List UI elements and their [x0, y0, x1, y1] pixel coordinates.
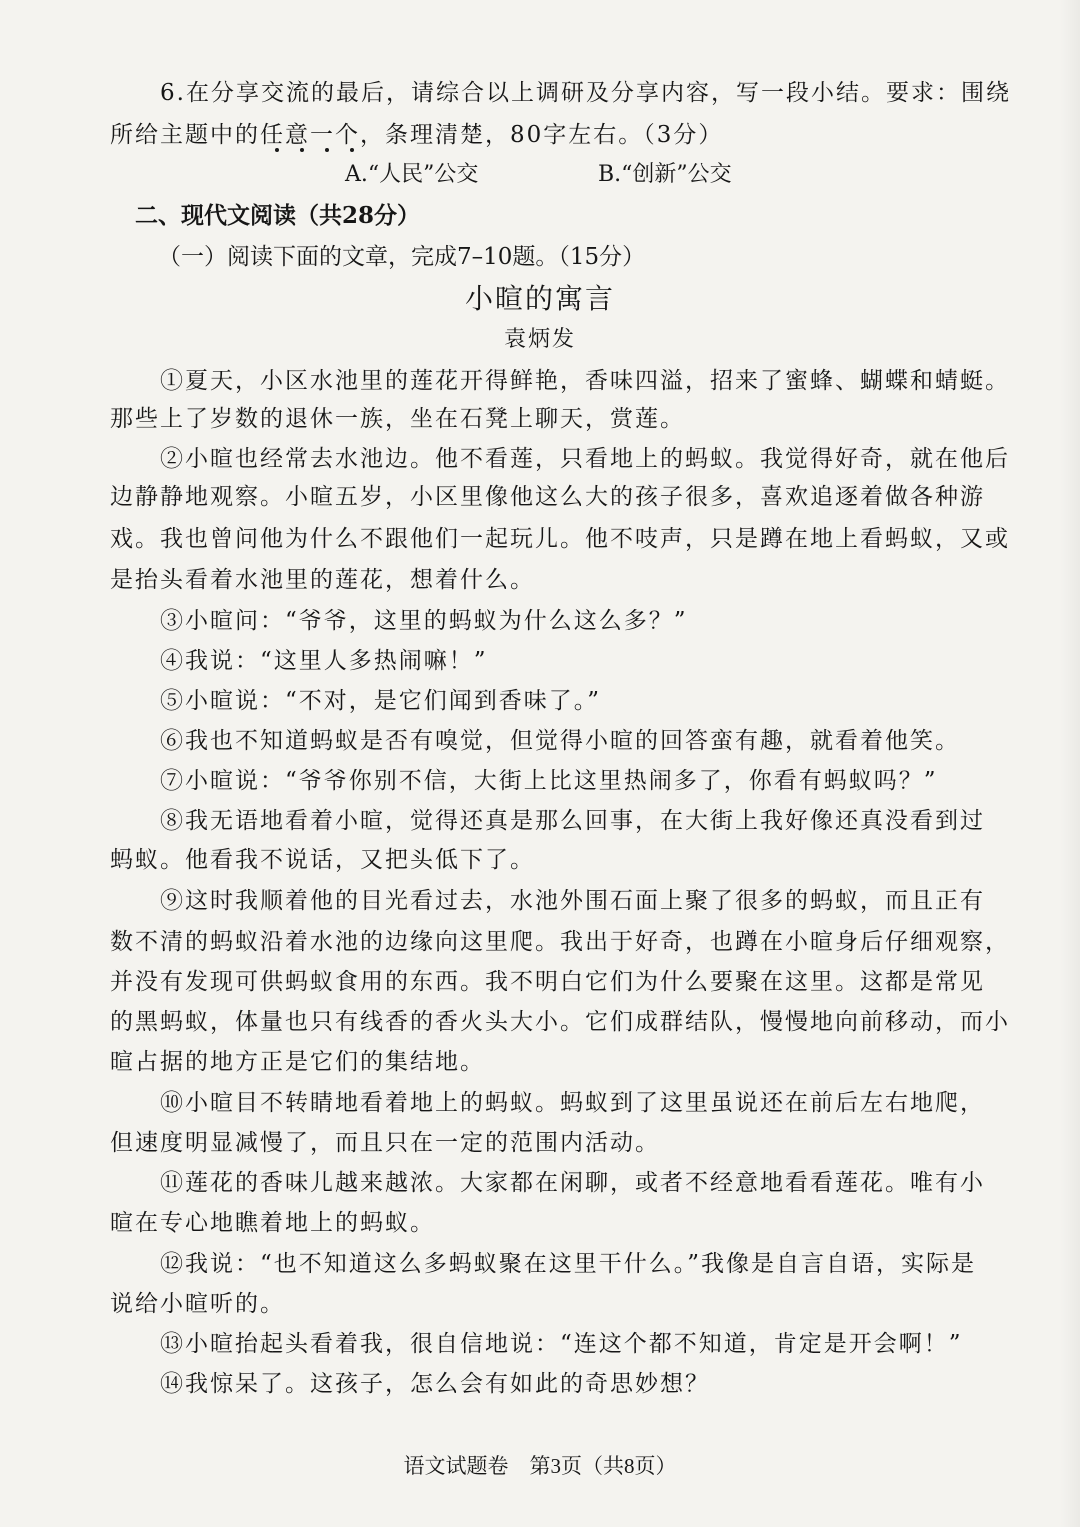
- question-6-line-1: 6.在分享交流的最后，请综合以上调研及分享内容，写一段小结。要求：围绕: [160, 80, 1011, 106]
- article-line: ⑩小暄目不转睛地看着地上的蚂蚁。蚂蚁到了这里虽说还在前后左右地爬，: [160, 1090, 985, 1116]
- article-line: 并没有发现可供蚂蚁食用的东西。我不明白它们为什么要聚在这里。这都是常见: [110, 969, 985, 995]
- article-line: 说给小暄听的。: [110, 1291, 285, 1317]
- article-line: ⑧我无语地看着小暄，觉得还真是那么回事，在大街上我好像还真没看到过: [160, 808, 985, 834]
- article-line: ⑪莲花的香味儿越来越浓。大家都在闲聊，或者不经意地看看莲花。唯有小: [160, 1170, 985, 1196]
- article-line: ④我说：“这里人多热闹嘛！”: [160, 648, 488, 674]
- article-line: 蚂蚁。他看我不说话，又把头低下了。: [110, 847, 535, 873]
- article-line: ⑤小暄说：“不对，是它们闻到香味了。”: [160, 688, 602, 714]
- article-author: 袁炳发: [503, 327, 576, 352]
- emphasis-dot: [275, 148, 279, 152]
- emphasis-dot: [350, 148, 354, 152]
- article-line: 的黑蚂蚁，体量也只有线香的香火头大小。它们成群结队，慢慢地向前移动，而小: [110, 1009, 1010, 1035]
- emphasis-dot: [325, 148, 329, 152]
- option-b: B.“创新”公交: [598, 162, 732, 187]
- emphasis-dots: [275, 148, 425, 156]
- article-line: 戏。我也曾问他为什么不跟他们一起玩儿。他不吱声，只是蹲在地上看蚂蚁，又或: [110, 526, 1010, 552]
- article-line: ⑦小暄说：“爷爷你别不信，大街上比这里热闹多了，你看有蚂蚁吗？”: [160, 768, 938, 794]
- section-subheading: （一）阅读下面的文章，完成7–10题。（15分）: [158, 244, 646, 270]
- article-line: 但速度明显减慢了，而且只在一定的范围内活动。: [110, 1130, 660, 1156]
- article-line: ⑭我惊呆了。这孩子，怎么会有如此的奇思妙想？: [160, 1371, 710, 1397]
- article-line: 暄在专心地瞧着地上的蚂蚁。: [110, 1210, 435, 1236]
- section-heading: 二、现代文阅读（共28分）: [135, 202, 421, 229]
- article-line: ②小暄也经常去水池边。他不看莲，只看地上的蚂蚁。我觉得好奇，就在他后: [160, 446, 1010, 472]
- article-line: 是抬头看着水池里的莲花，想着什么。: [110, 567, 535, 593]
- scan-shadow-edge: [1060, 0, 1080, 1527]
- article-line: ⑫我说：“也不知道这么多蚂蚁聚在这里干什么。”我像是自言自语，实际是: [160, 1251, 977, 1277]
- article-line: 那些上了岁数的退休一族，坐在石凳上聊天，赏莲。: [110, 406, 685, 432]
- article-line: ⑥我也不知道蚂蚁是否有嗅觉，但觉得小暄的回答蛮有趣，就看着他笑。: [160, 728, 960, 754]
- question-6-line-2: 所给主题中的任意一个，条理清楚，80字左右。（3分）: [110, 122, 724, 148]
- article-line: ⑬小暄抬起头看着我，很自信地说：“连这个都不知道，肯定是开会啊！”: [160, 1331, 963, 1357]
- article-line: 暄占据的地方正是它们的集结地。: [110, 1049, 485, 1075]
- page-footer: 语文试题卷 第3页（共8页）: [403, 1454, 677, 1478]
- article-line: ③小暄问：“爷爷，这里的蚂蚁为什么这么多？”: [160, 608, 688, 634]
- article-line: ⑨这时我顺着他的目光看过去，水池外围石面上聚了很多的蚂蚁，而且正有: [160, 888, 985, 914]
- emphasis-dot: [300, 148, 304, 152]
- article-line: 数不清的蚂蚁沿着水池的边缘向这里爬。我出于好奇，也蹲在小暄身后仔细观察，: [110, 929, 1010, 955]
- article-line: 边静静地观察。小暄五岁，小区里像他这么大的孩子很多，喜欢追逐着做各种游: [110, 484, 985, 510]
- option-a: A.“人民”公交: [345, 162, 479, 187]
- article-line: ①夏天，小区水池里的莲花开得鲜艳，香味四溢，招来了蜜蜂、蝴蝶和蜻蜓。: [160, 368, 1010, 394]
- article-title: 小暄的寓言: [464, 282, 615, 315]
